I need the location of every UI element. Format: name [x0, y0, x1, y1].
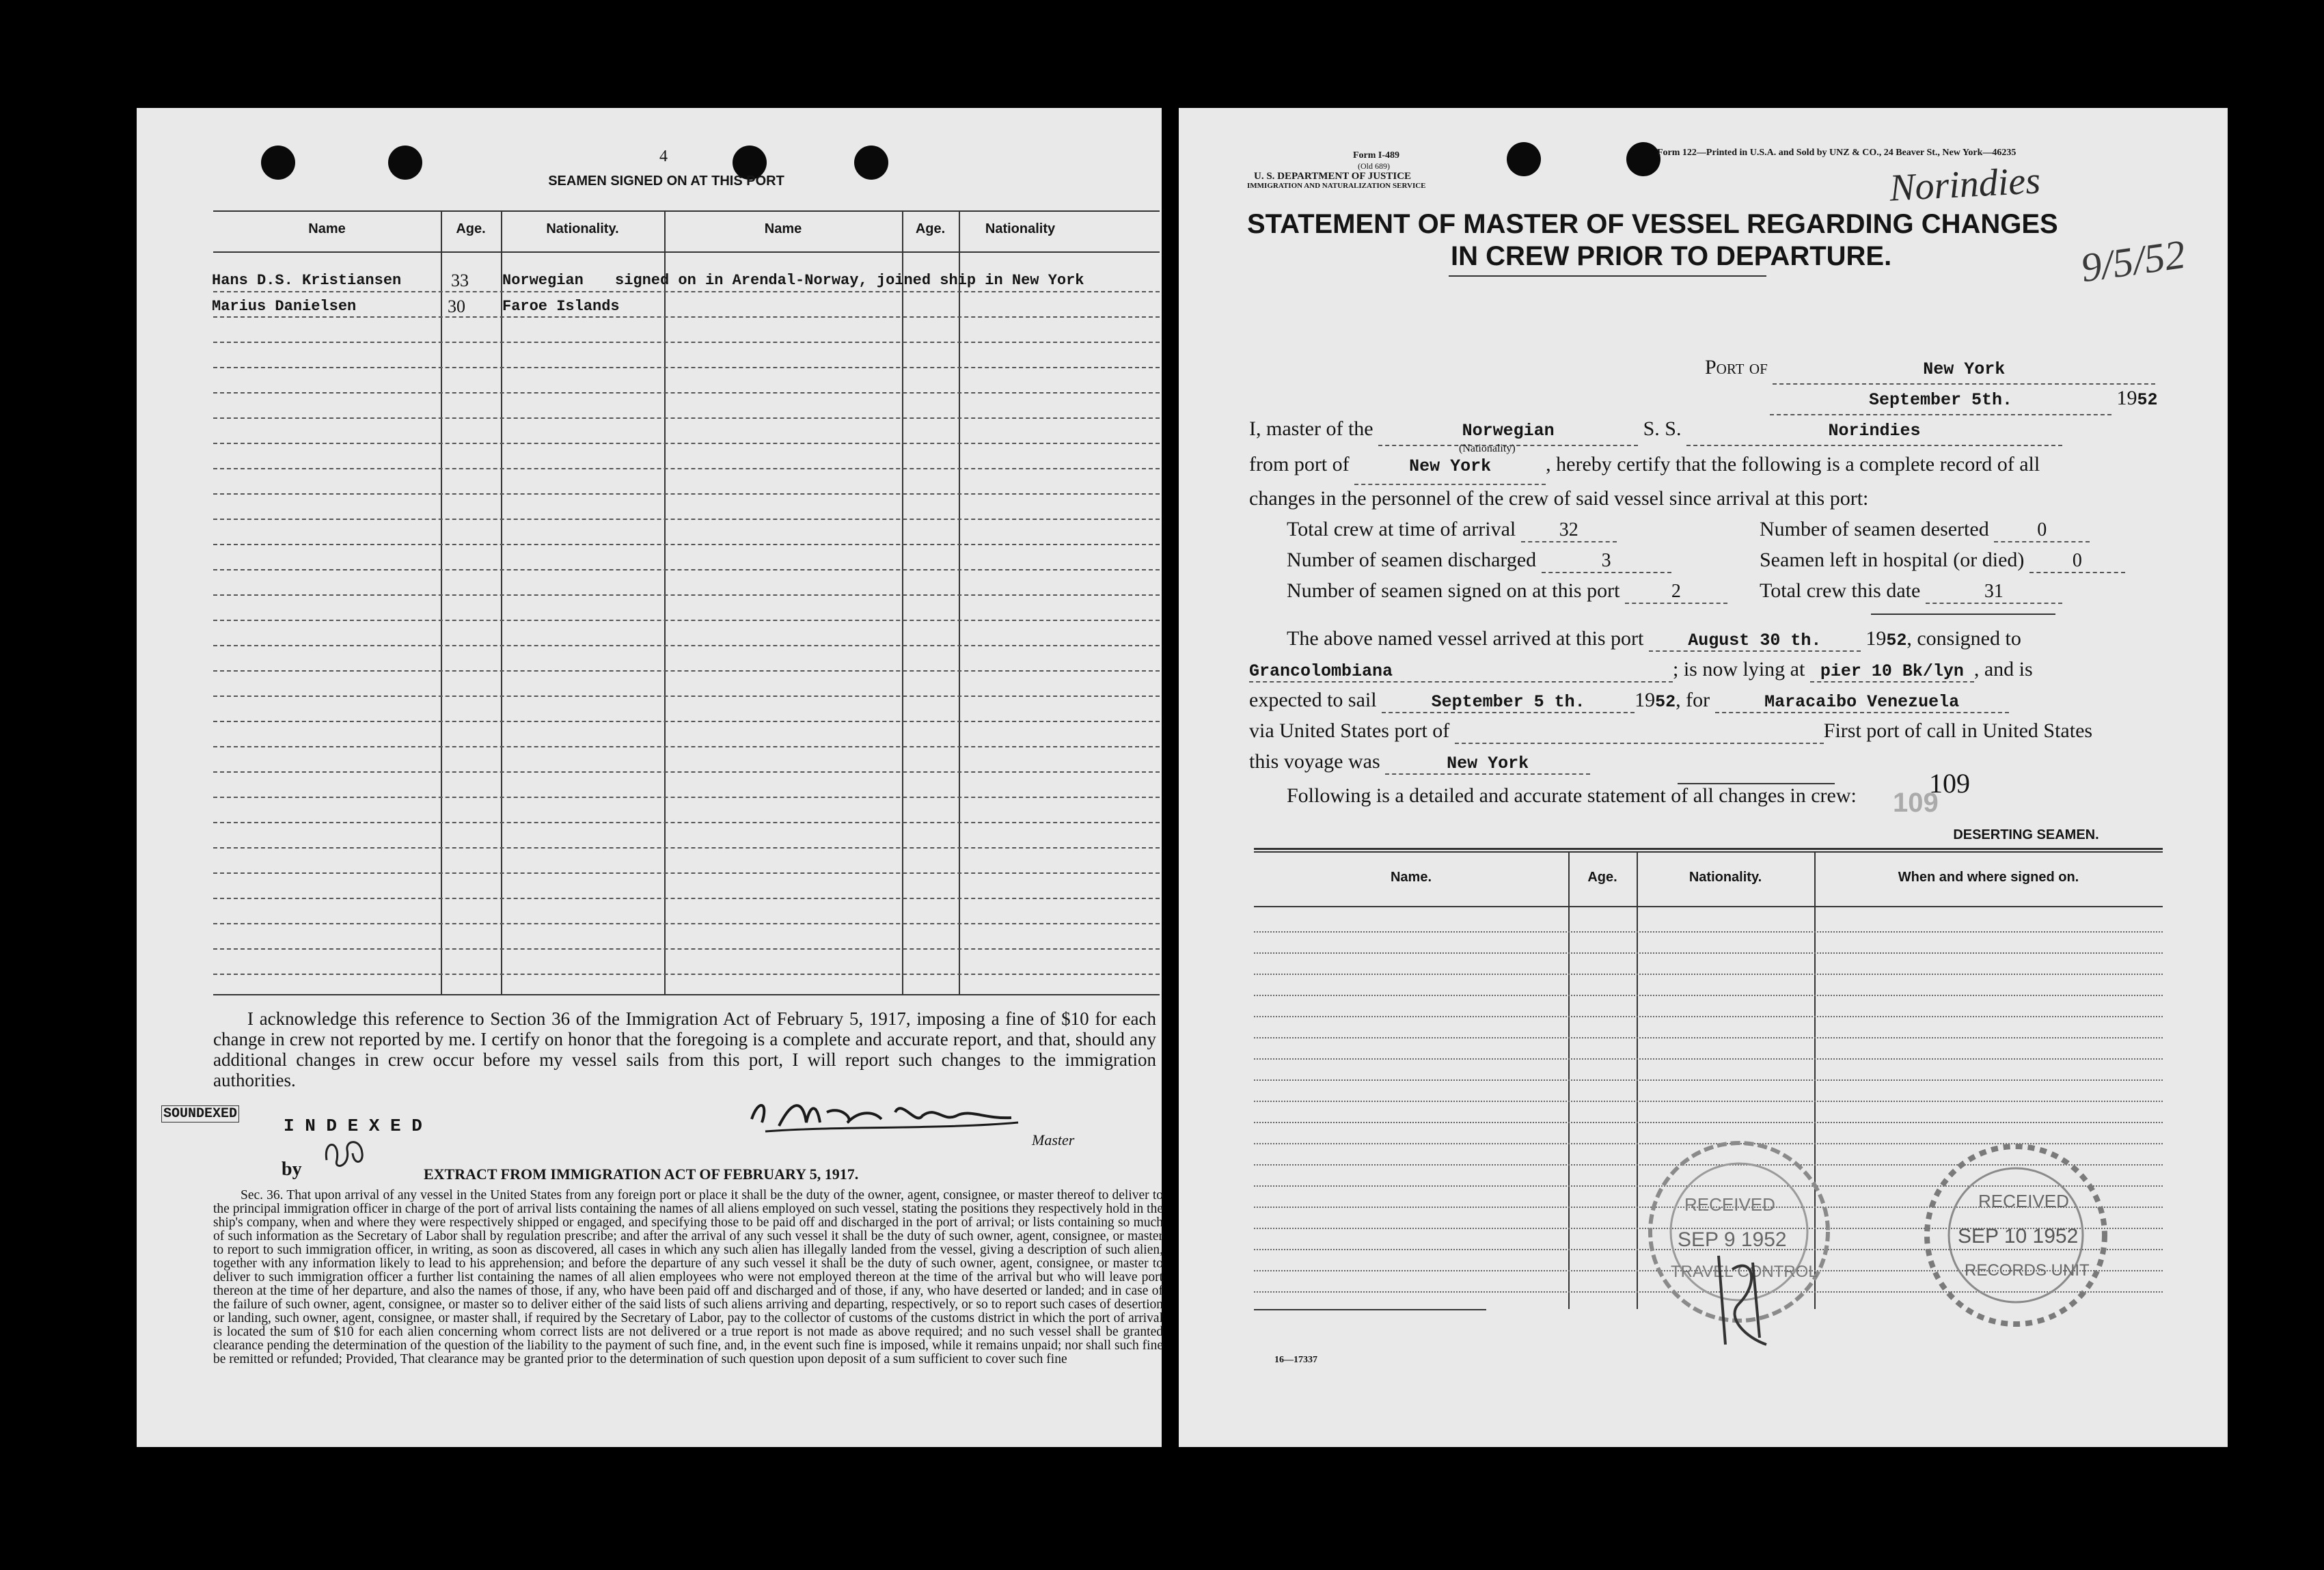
- indexed-stamp: I N D E X E D: [284, 1116, 422, 1136]
- deserting-col-age: Age.: [1587, 870, 1617, 885]
- form-old-number: (Old 689): [1358, 161, 1390, 171]
- seaman-name: Hans D.S. Kristiansen: [212, 272, 402, 289]
- ruling-line: [213, 468, 1160, 469]
- ruling-line: [1254, 1122, 2163, 1123]
- ruling-line: [213, 417, 1160, 419]
- port-label: Port of: [1705, 356, 1768, 378]
- stamp-right-received: RECEIVED: [1978, 1191, 2069, 1211]
- report-date: September 5th.: [1770, 387, 2111, 415]
- table-header-rule: [213, 251, 1160, 253]
- ruling-line: [213, 797, 1160, 798]
- seaman-age: 30: [448, 297, 465, 316]
- ruling-line: [213, 645, 1160, 646]
- voyage-value: New York: [1385, 754, 1590, 775]
- total-crew-arrival-value: 32: [1521, 519, 1617, 542]
- master-label: Master: [1032, 1131, 1075, 1148]
- stamp-right-date: SEP 10 1952: [1958, 1225, 2079, 1248]
- left-page: [137, 108, 1162, 1447]
- stamp-left-date: SEP 9 1952: [1678, 1228, 1787, 1251]
- col-header-nationality: Nationality.: [546, 221, 619, 236]
- ruling-line: [213, 316, 1160, 318]
- port-value: New York: [1773, 356, 2155, 385]
- and-is-label: , and is: [1973, 658, 2033, 680]
- column-divider: [664, 210, 666, 994]
- ship-name: Norindies: [1686, 417, 2062, 446]
- by-label: by: [282, 1159, 302, 1180]
- ruling-line: [213, 620, 1160, 621]
- deserting-table-header-rule: [1254, 906, 2163, 907]
- voyage-label: this voyage was: [1249, 750, 1380, 773]
- consigned-label: , consigned to: [1906, 627, 2021, 650]
- discharged-label: Number of seamen discharged: [1287, 549, 1537, 571]
- form-footer: 16—17337: [1274, 1355, 1317, 1365]
- discharged-value: 3: [1542, 550, 1671, 573]
- form-number: Form I-489: [1353, 150, 1400, 161]
- for-label: , for: [1676, 689, 1710, 711]
- ruling-line: [213, 519, 1160, 520]
- ruling-line: [213, 974, 1160, 975]
- printer-note: Form 122—Printed in U.S.A. and Sold by UNZ & CO., 24 Beaver St., New York—46235: [1657, 148, 2017, 158]
- nationality-caption: (Nationality): [1459, 443, 1516, 454]
- deserting-col-nationality: Nationality.: [1689, 870, 1762, 885]
- via-value: [1455, 719, 1824, 744]
- lying-value: pier 10 Bk/lyn: [1810, 661, 1974, 683]
- ruling-line: [213, 898, 1160, 899]
- expected-year: 52: [1655, 692, 1676, 712]
- following-text: Following is a detailed and accurate statement of all changes in crew:: [1287, 784, 1857, 807]
- ruling-line: [1254, 1016, 2163, 1017]
- col-header-name-2: Name: [764, 221, 802, 236]
- handwritten-ship-name: Norindies: [1888, 159, 2042, 210]
- hospital-value: 0: [2029, 550, 2125, 573]
- deserted-value: 0: [1994, 519, 2090, 542]
- expected-line: [1249, 689, 2009, 713]
- col-header-age-2: Age.: [915, 221, 946, 236]
- ruling-line: [1254, 1101, 2163, 1102]
- discharged-row: [1287, 549, 1671, 573]
- service-name: IMMIGRATION AND NATURALIZATION SERVICE: [1247, 182, 1426, 190]
- date-line: [1770, 385, 2158, 415]
- via-line: [1249, 719, 2092, 744]
- signed-on-row: [1287, 579, 1727, 604]
- punch-hole: [1626, 142, 1660, 176]
- column-divider: [501, 210, 502, 994]
- deserting-col-signed-on: When and where signed on.: [1898, 870, 2079, 885]
- ruling-line: [213, 443, 1160, 444]
- ss-label: S. S.: [1643, 417, 1682, 440]
- ruling-line: [213, 291, 1160, 292]
- total-crew-date-value: 31: [1926, 581, 2062, 604]
- ruling-line: [1254, 1037, 2163, 1038]
- ruling-line: [213, 822, 1160, 823]
- expected-date: September 5 th.: [1382, 692, 1635, 713]
- soundexed-stamp: SOUNDEXED: [161, 1105, 239, 1123]
- statement-title-line2: IN CREW PRIOR TO DEPARTURE.: [1451, 241, 1892, 271]
- ruling-line: [1254, 1079, 2163, 1081]
- seaman-age: 33: [451, 271, 469, 290]
- arrival-line: [1287, 627, 2021, 652]
- page-number: 4: [659, 148, 668, 165]
- deserting-table-top-2: [1254, 851, 2163, 853]
- ruling-line: [213, 696, 1160, 697]
- ruling-line: [213, 721, 1160, 722]
- stamp-right-unit: RECORDS UNIT: [1965, 1261, 2090, 1280]
- col-header-nationality-2: Nationality: [985, 221, 1056, 236]
- port-line: [1705, 354, 2155, 385]
- total-crew-date-row: [1760, 579, 2062, 604]
- arrived-date: August 30 th.: [1649, 631, 1861, 652]
- lying-label: ; is now lying at: [1673, 658, 1805, 680]
- ruling-line: [213, 392, 1160, 394]
- ruling-line: [1254, 974, 2163, 975]
- extract-body: That upon arrival of any vessel in the United States from any foreign port or place it shall be the duty of the owner, agent, consignee, or master thereof to deliver to the principal immigration officer in charge of the port of arrival lists containing the names of all aliens employed on such vessel, stating the positions they respectively hold in the ship's company, when and where they were respectively shipped or engaged, and specifying those to be paid off and discharged in the port of arrival; or lists containing so much of such information as the Secretary of Labor shall by regulation prescribe; and after the arrival of any such vessel it shall be the duty of such owner, agent, consignee, or master to report to such immigration officer, in writing, as soon as discovered, all cases in which any such alien has illegally landed from the vessel, giving a description of such alien, together with any information likely to lead to his apprehension; and before the departure of any such vessel it shall be the duty of such owner, agent, consignee, or master to deliver to such immigration officer a further list containing the names of all alien employees who were not employed thereon at the time of the arrival but who will leave port thereon at the time of her departure, and also the names of those, if any, who have been paid off and discharged and of those, if any, who have deserted or landed; and in case of the failure of such owner, agent, consignee, or master so to deliver either of the said lists of such aliens arriving and departing, respectively, or so to report such cases of desertion or landing, such owner, agent, consignee, or master shall, if required by the Secretary of Labor, pay to the collector of customs of the customs district in which the port of arrival is located the sum of $10 for each alien concerning whom correct lists are not delivered or a true report is not made as above required; and no such vessel shall be granted clearance pending the determination of the question of the liability to the payment of such fine, and, in the event such fine is imposed, while it remains unpaid; nor shall such fine be remitted or refunded; Provided, That clearance may be granted prior to the determination of such question upon deposit of a sum sufficient to cover such fine: [213, 1188, 1163, 1366]
- acknowledgement-text: I acknowledge this reference to Section 36 of the Immigration Act of February 5, 1917, imposing a fine of $10 for each change in crew not reported by me. I certify on honor that the foregoing is a complete and accurate report, and that, should any additional changes in crew occur before my vessel sails from this port, I will report such changes to the immigration authorities.: [213, 1008, 1156, 1090]
- consignee-value: Grancolombiana: [1249, 661, 1673, 683]
- ruling-line: [1254, 995, 2163, 996]
- total-crew-date-label: Total crew this date: [1760, 579, 1921, 602]
- right-page: [1179, 108, 2228, 1447]
- changes-text: changes in the personnel of the crew of said vessel since arrival at this port:: [1249, 487, 1869, 510]
- total-crew-arrival-label: Total crew at time of arrival: [1287, 518, 1516, 540]
- signed-on-label: Number of seamen signed on at this port: [1287, 579, 1620, 602]
- ruling-line: [213, 872, 1160, 874]
- section-label: Sec. 36.: [241, 1188, 284, 1202]
- report-year: 52: [2137, 390, 2158, 410]
- stamp-number-faint: 109: [1893, 788, 1939, 818]
- ruling-line: [213, 948, 1160, 950]
- ruling-line: [213, 544, 1160, 545]
- col-header-name: Name: [308, 221, 346, 236]
- ruling-line: [213, 367, 1160, 368]
- ruling-line: [213, 847, 1160, 849]
- deserted-label: Number of seamen deserted: [1760, 518, 1989, 540]
- from-port-label: from port of: [1249, 453, 1350, 476]
- stamp-number: 109: [1929, 768, 1970, 799]
- first-port-label: First port of call in United States: [1823, 719, 2093, 742]
- master-line: [1249, 415, 2062, 446]
- deserted-row: [1760, 518, 2090, 542]
- voyage-line: [1249, 750, 1590, 775]
- seamen-signed-on-title: SEAMEN SIGNED ON AT THIS PORT: [548, 174, 784, 189]
- deserting-col-name: Name.: [1390, 870, 1432, 885]
- signed-on-value: 2: [1625, 581, 1727, 604]
- certify-text: , hereby certify that the following is a complete record of all: [1546, 453, 2040, 476]
- ruling-line: [213, 923, 1160, 924]
- col-header-age: Age.: [456, 221, 486, 236]
- seaman-nationality: Norwegian: [502, 272, 584, 289]
- arrived-label: The above named vessel arrived at this port: [1287, 627, 1644, 650]
- nationality-value: Norwegian: [1378, 417, 1638, 446]
- total-crew-arrival-row: [1287, 518, 1617, 542]
- year-prefix: 19: [2116, 387, 2137, 409]
- extract-title: EXTRACT FROM IMMIGRATION ACT OF FEBRUARY 5, 1917.: [424, 1166, 859, 1183]
- master-signature: [738, 1092, 1025, 1140]
- table-bottom-rule: [213, 994, 1160, 995]
- deserting-seamen-title: DESERTING SEAMEN.: [1953, 827, 2099, 842]
- summary-rule: [1871, 614, 2055, 615]
- seaman-nationality: Faroe Islands: [502, 298, 620, 315]
- department-name: U. S. DEPARTMENT OF JUSTICE: [1254, 171, 1412, 182]
- consignee-line: [1249, 658, 2033, 683]
- ruling-line: [213, 670, 1160, 672]
- ruling-line: [213, 594, 1160, 596]
- master-of-label: I, master of the: [1249, 417, 1373, 440]
- ruling-line: [213, 746, 1160, 747]
- ruling-line: [1254, 952, 2163, 954]
- hospital-label: Seamen left in hospital (or died): [1760, 549, 2025, 571]
- handwritten-date: 9/5/52: [2078, 231, 2189, 291]
- seaman-remark: signed on in Arendal-Norway, joined ship in New York: [615, 272, 1084, 289]
- punch-hole: [1507, 142, 1541, 176]
- expected-label: expected to sail: [1249, 689, 1377, 711]
- ruling-line: [213, 569, 1160, 570]
- stamp-left-received: RECEIVED: [1684, 1194, 1775, 1215]
- column-divider: [902, 210, 903, 994]
- title-underline: [1449, 275, 1766, 277]
- column-divider: [959, 210, 960, 994]
- table-bottom-rule: [1254, 1309, 1486, 1310]
- destination-value: Maracaibo Venezuela: [1715, 692, 2009, 713]
- stamp-signature: [1705, 1242, 1787, 1351]
- statement-title-line1: STATEMENT OF MASTER OF VESSEL REGARDING CHANGES: [1247, 209, 2058, 239]
- ruling-line: [213, 493, 1160, 495]
- deserting-table-top: [1254, 848, 2163, 850]
- seaman-name: Marius Danielsen: [212, 298, 357, 315]
- ruling-line: [1254, 1058, 2163, 1060]
- stamp-left-unit: TRAVEL CONTROL: [1671, 1263, 1818, 1281]
- arrival-year-prefix: 19: [1865, 627, 1887, 650]
- hospital-row: [1760, 549, 2125, 573]
- via-label: via United States port of: [1249, 719, 1450, 742]
- from-port-value: New York: [1354, 450, 1546, 485]
- expected-year-prefix: 19: [1635, 689, 1656, 711]
- initials-signature: [320, 1133, 374, 1174]
- ruling-line: [213, 771, 1160, 773]
- ruling-line: [1254, 931, 2163, 933]
- ruling-line: [213, 342, 1160, 343]
- extract-text: [213, 1189, 1163, 1366]
- from-port-line: [1249, 447, 2040, 485]
- column-divider: [441, 210, 442, 994]
- table-top-rule: [213, 210, 1160, 212]
- arrival-year: 52: [1886, 631, 1907, 650]
